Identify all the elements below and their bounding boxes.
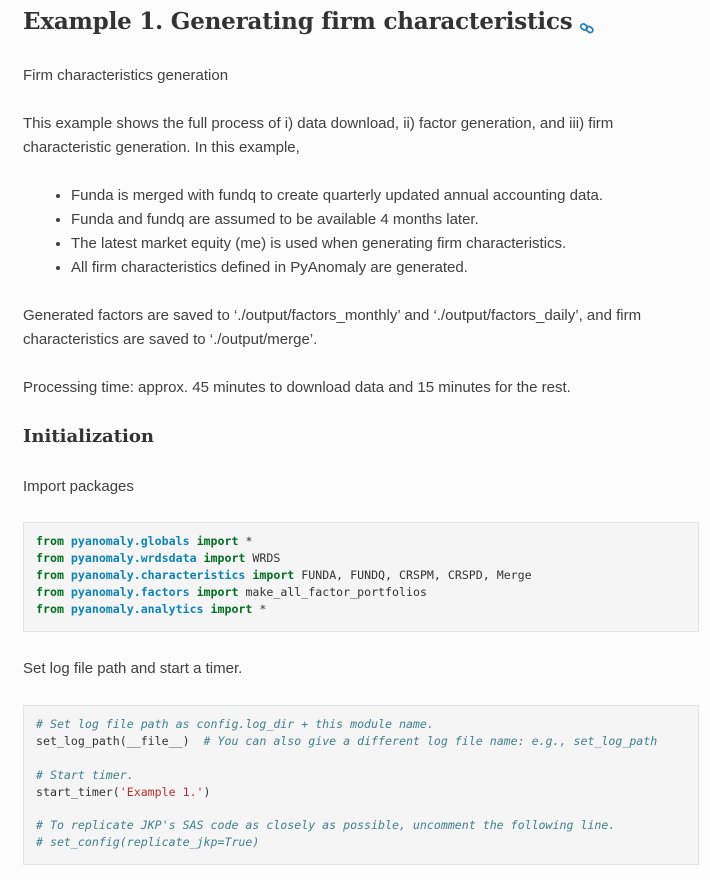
code-line: from pyanomaly.factors import make_all_factor_portfolios bbox=[36, 584, 427, 599]
code-line: from pyanomaly.globals import * bbox=[36, 534, 253, 548]
code-comment: # You can also give a different log file name: e.g., set_log_path bbox=[203, 733, 658, 748]
code-comment: # Set log file path as config.log_dir + this module name. bbox=[36, 717, 434, 731]
code-line: from pyanomaly.analytics import * bbox=[36, 601, 267, 616]
link-icon[interactable] bbox=[579, 14, 595, 28]
log-code bbox=[24, 706, 698, 861]
code-line: set_log_path(__file__) bbox=[36, 733, 190, 748]
log-label-text: Set log file path and start a timer. bbox=[23, 660, 243, 677]
processing-time-paragraph bbox=[23, 376, 699, 400]
import-label-text: Import packages bbox=[23, 478, 134, 495]
import-code-block[interactable] bbox=[23, 522, 699, 632]
code-comment: # Start timer. bbox=[36, 767, 134, 782]
page-title-text: Example 1. Generating firm characteristics bbox=[23, 8, 573, 35]
code-line: start_timer('Example 1.') bbox=[36, 784, 211, 799]
code-comment: # set_config(replicate_jkp=True) bbox=[36, 835, 260, 850]
log-label-paragraph bbox=[23, 657, 699, 681]
output-paragraph bbox=[23, 304, 699, 352]
code-comment: # To replicate JKP's SAS code as closely as possible, uncomment the following line. bbox=[36, 818, 616, 833]
list-item: • All firm characteristics defined in PyAnomaly are generated. bbox=[71, 256, 603, 280]
import-code bbox=[24, 523, 698, 628]
log-code-block[interactable] bbox=[23, 705, 699, 865]
list-item: • The latest market equity (me) is used when generating firm characteristics. bbox=[71, 232, 603, 256]
subtitle-paragraph bbox=[23, 64, 699, 88]
import-label-paragraph bbox=[23, 475, 699, 499]
subtitle-text: Firm characteristics generation bbox=[23, 67, 229, 84]
code-line: from pyanomaly.characteristics import FUNDA, FUNDQ, CRSPM, CRSPD, Merge bbox=[36, 567, 532, 582]
description-paragraph bbox=[23, 112, 699, 160]
list-item: • Funda and fundq are assumed to be available 4 months later. bbox=[71, 208, 603, 232]
processing-time-text: Processing time: approx. 45 minutes to download data and 15 minutes for the rest. bbox=[23, 379, 571, 396]
section-heading-initialization: Initialization bbox=[23, 426, 154, 447]
description-text: This example shows the full process of i) data download, ii) factor generation, and iii) firm characteristic generation. In this example, bbox=[23, 115, 614, 156]
list-item: • Funda is merged with fundq to create quarterly updated annual accounting data. bbox=[71, 184, 603, 208]
code-line: from pyanomaly.wrdsdata import WRDS bbox=[36, 550, 281, 565]
feature-list bbox=[23, 184, 603, 280]
page-title bbox=[23, 8, 595, 35]
output-text: Generated factors are saved to ‘./output/factors_monthly’ and ‘./output/factors_daily’, and firm characteristics are saved to ‘./output/merge’. bbox=[23, 307, 642, 348]
